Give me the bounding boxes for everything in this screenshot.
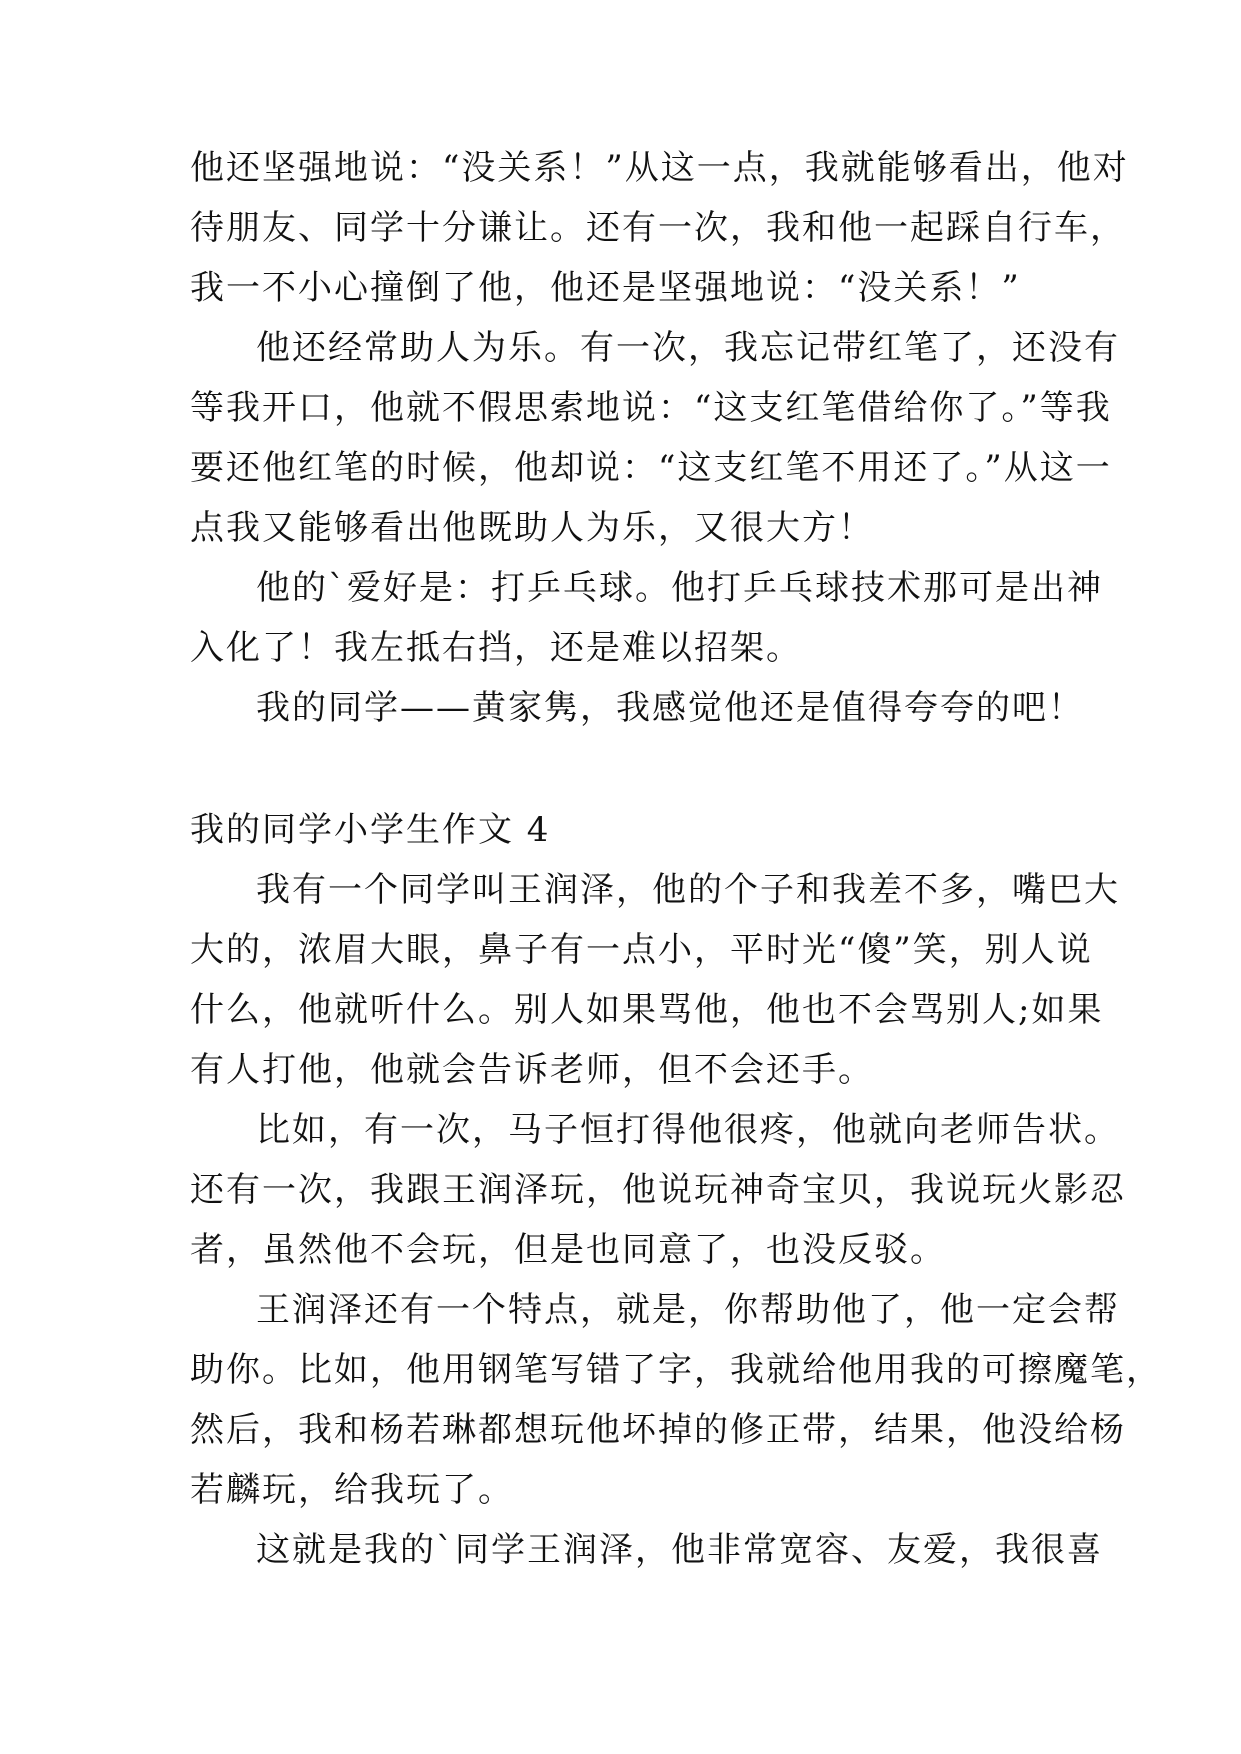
paragraph-start-line: 我的同学——黄家隽，我感觉他还是值得夸夸的吧！ xyxy=(256,688,1084,728)
text-line: 点我又能够看出他既助人为乐，又很大方！ xyxy=(190,508,874,548)
text-line: 然后，我和杨若琳都想玩他坏掉的修正带，结果，他没给杨 xyxy=(190,1410,1126,1450)
paragraph-start-line: 他的`爱好是：打乒乓球。他打乒乓球技术那可是出神 xyxy=(256,568,1103,608)
paragraph-start-line: 我有一个同学叫王润泽，他的个子和我差不多，嘴巴大 xyxy=(256,870,1120,910)
paragraph-start-line: 王润泽还有一个特点，就是，你帮助他了，他一定会帮 xyxy=(256,1290,1120,1330)
text-line: 大的，浓眉大眼，鼻子有一点小，平时光“傻”笑，别人说 xyxy=(190,930,1093,970)
paragraph-start-line: 这就是我的`同学王润泽，他非常宽容、友爱，我很喜 xyxy=(256,1530,1103,1570)
text-line: 若麟玩，给我玩了。 xyxy=(190,1470,514,1510)
text-line: 什么，他就听什么。别人如果骂他，他也不会骂别人;如果 xyxy=(190,990,1104,1030)
text-line: 有人打他，他就会告诉老师，但不会还手。 xyxy=(190,1050,874,1090)
text-line: 入化了！我左抵右挡，还是难以招架。 xyxy=(190,628,802,668)
text-line: 他还坚强地说：“没关系！”从这一点，我就能够看出，他对 xyxy=(190,148,1129,188)
paragraph-start-line: 他还经常助人为乐。有一次，我忘记带红笔了，还没有 xyxy=(256,328,1120,368)
text-line: 还有一次，我跟王润泽玩，他说玩神奇宝贝，我说玩火影忍 xyxy=(190,1170,1126,1210)
text-line: 待朋友、同学十分谦让。还有一次，我和他一起踩自行车， xyxy=(190,208,1126,248)
text-line: 要还他红笔的时候，他却说：“这支红笔不用还了。”从这一 xyxy=(190,448,1112,488)
paragraph-start-line: 比如，有一次，马子恒打得他很疼，他就向老师告状。 xyxy=(256,1110,1120,1150)
text-line: 者，虽然他不会玩，但是也同意了，也没反驳。 xyxy=(190,1230,946,1270)
text-line: 等我开口，他就不假思索地说：“这支红笔借给你了。”等我 xyxy=(190,388,1112,428)
text-line: 助你。比如，他用钢笔写错了字，我就给他用我的可擦魔笔， xyxy=(190,1350,1162,1390)
text-line: 我一不小心撞倒了他，他还是坚强地说：“没关系！” xyxy=(190,268,1021,308)
section-heading: 我的同学小学生作文 4 xyxy=(190,810,551,850)
